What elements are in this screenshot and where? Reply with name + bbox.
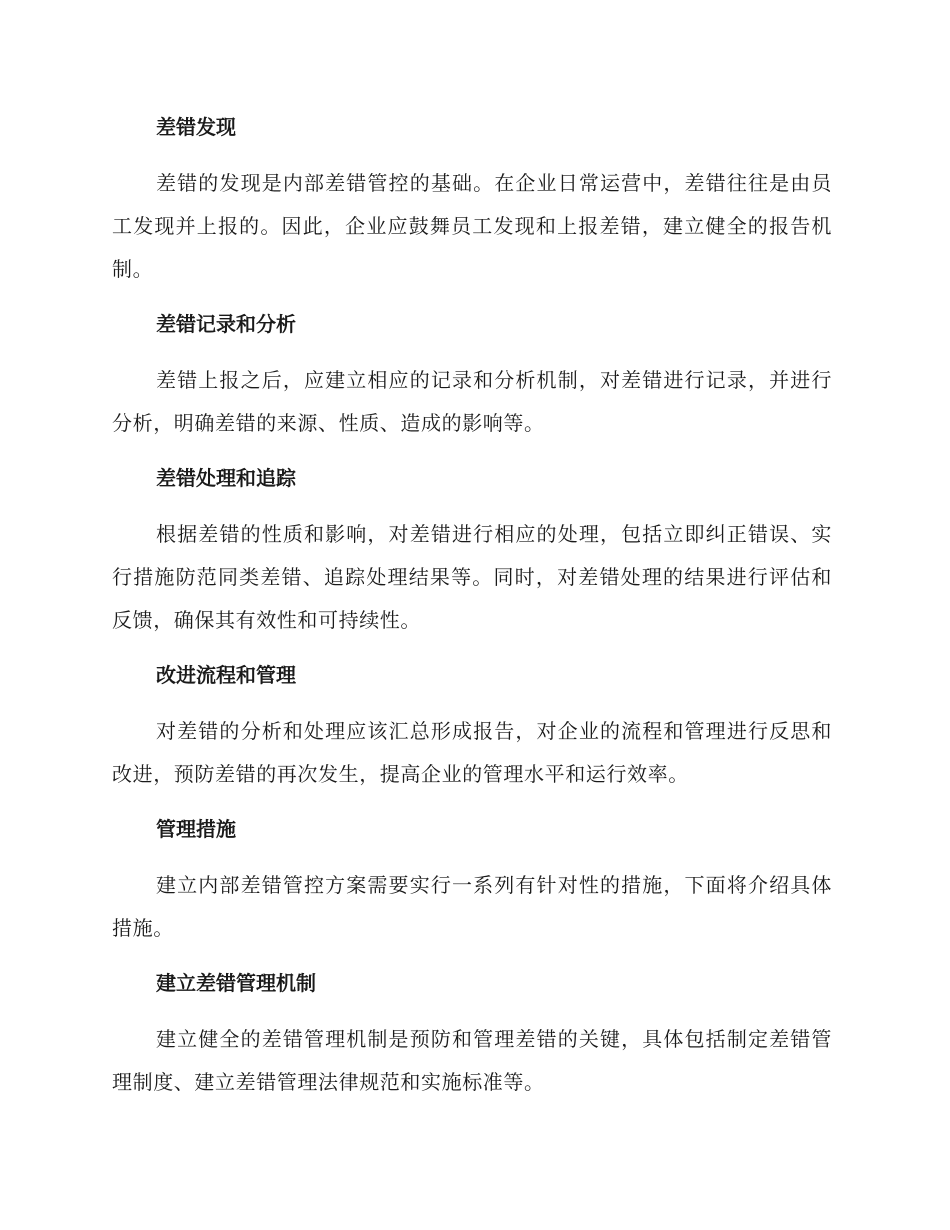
section-body-error-recording: 差错上报之后，应建立相应的记录和分析机制，对差错进行记录，并进行分析，明确差错的来源、性质、造成的影响等。	[112, 368, 832, 435]
section-body-management-measures: 建立内部差错管控方案需要实行一系列有针对性的措施，下面将介绍具体措施。	[112, 873, 832, 940]
section-heading-error-handling: 差错处理和追踪	[156, 466, 296, 490]
section-body-error-handling: 根据差错的性质和影响，对差错进行相应的处理，包括立即纠正错误、实行措施防范同类差错、追踪处理结果等。同时，对差错处理的结果进行评估和反馈，确保其有效性和可持续性。	[112, 522, 832, 632]
section-body-management-mechanism: 建立健全的差错管理机制是预防和管理差错的关键，具体包括制定差错管理制度、建立差错管理法律规范和实施标准等。	[112, 1027, 832, 1094]
section-body-error-discovery: 差错的发现是内部差错管控的基础。在企业日常运营中，差错往往是由员工发现并上报的。因此，企业应鼓舞员工发现和上报差错，建立健全的报告机制。	[112, 171, 832, 281]
section-heading-management-mechanism: 建立差错管理机制	[156, 971, 316, 995]
document-content	[112, 108, 832, 1104]
section-heading-error-recording: 差错记录和分析	[156, 312, 296, 336]
section-heading-error-discovery: 差错发现	[156, 115, 236, 139]
section-body-process-improvement: 对差错的分析和处理应该汇总形成报告，对企业的流程和管理进行反思和改进，预防差错的再次发生，提高企业的管理水平和运行效率。	[112, 719, 832, 786]
section-heading-management-measures: 管理措施	[156, 817, 236, 841]
section-heading-process-improvement: 改进流程和管理	[156, 663, 296, 687]
